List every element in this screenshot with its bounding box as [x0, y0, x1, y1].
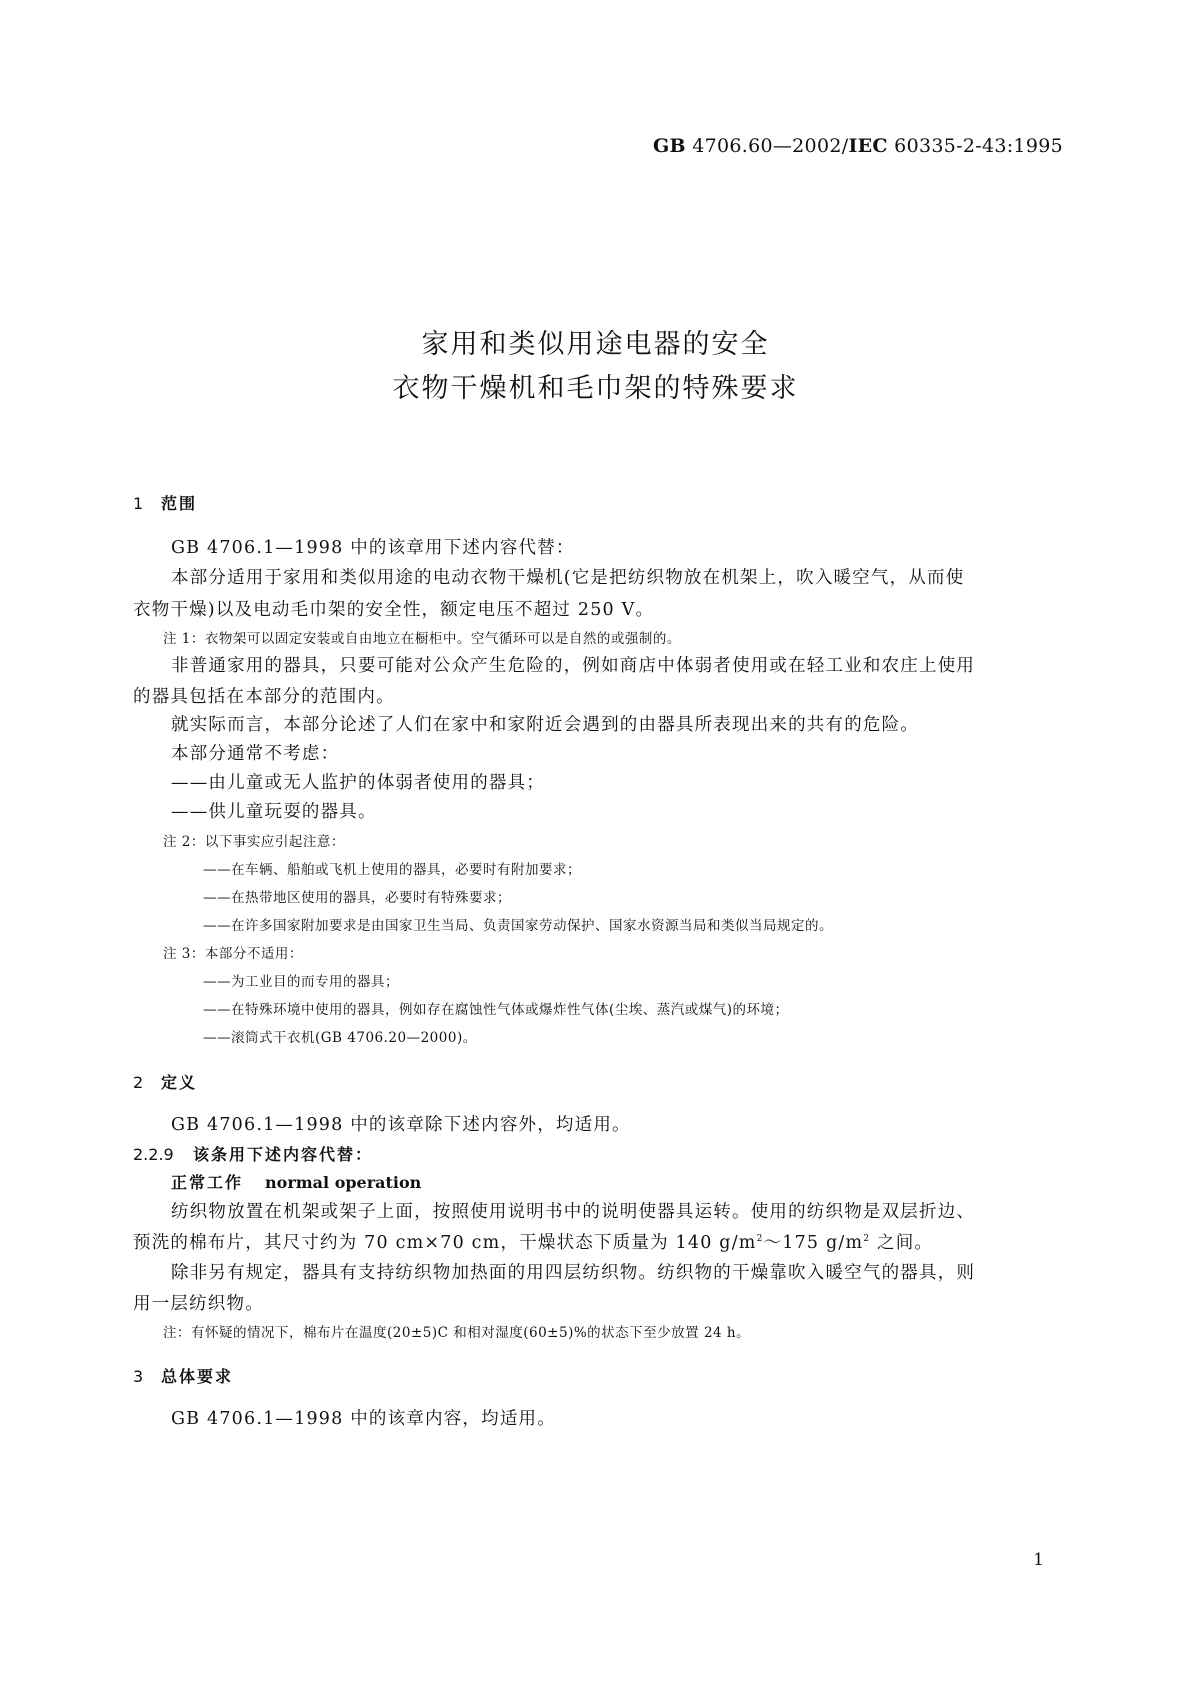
s2-paragraph-3a: 除非另有规定，器具有支持纺织物加热面的用四层纺织物。纺织物的干燥靠吹入暖空气的器具，则	[171, 1263, 976, 1283]
s2-paragraph-2b-part1: 预洗的棉布片，其尺寸约为 70 cm×70 cm，干燥状态下质量为 140 g/m	[133, 1233, 757, 1253]
iec-prefix: IEC	[848, 135, 888, 157]
s1-paragraph-2b: 衣物干燥)以及电动毛巾架的安全性，额定电压不超过 250 V。	[133, 600, 655, 620]
page-number: 1	[1033, 1550, 1044, 1570]
s1-note-2-item-c: ——在许多国家附加要求是由国家卫生当局、负责国家劳动保护、国家水资源当局和类似当局规定的。	[203, 918, 833, 934]
standard-number-header	[653, 135, 1063, 157]
section-2-title: 定义	[161, 1073, 198, 1092]
s2-paragraph-3b: 用一层纺织物。	[133, 1294, 264, 1314]
s2-paragraph-2b	[133, 1229, 933, 1254]
gb-number: 4706.60—2002/	[685, 135, 849, 157]
section-3-title: 总体要求	[161, 1367, 234, 1386]
s1-paragraph-1: GB 4706.1—1998 中的该章用下述内容代替：	[171, 538, 575, 558]
s1-note-2-item-b: ——在热带地区使用的器具，必要时有特殊要求；	[203, 890, 511, 906]
s2-note: 注：有怀疑的情况下，棉布片在温度(20±5)C 和相对湿度(60±5)%的状态下至少放置 24 h。	[163, 1325, 751, 1341]
term-english: normal operation	[265, 1173, 422, 1192]
s2-paragraph-2b-part3: 之间。	[870, 1233, 934, 1253]
section-1-number: 1	[133, 494, 144, 513]
s1-paragraph-3a: 非普通家用的器具，只要可能对公众产生危险的，例如商店中体弱者使用或在轻工业和农庄上使用	[171, 656, 976, 676]
s1-paragraph-3b: 的器具包括在本部分的范围内。	[133, 687, 395, 707]
term-heading	[171, 1170, 421, 1193]
s2-paragraph-1: GB 4706.1—1998 中的该章除下述内容外，均适用。	[171, 1115, 631, 1135]
section-2-number: 2	[133, 1073, 144, 1092]
iec-number: 60335-2-43:1995	[887, 135, 1063, 157]
s1-note-1: 注 1：衣物架可以固定安装或自由地立在橱柜中。空气循环可以是自然的或强制的。	[163, 631, 681, 647]
superscript-2: 2	[863, 1234, 871, 1244]
s1-note-2-item-a: ——在车辆、船舶或飞机上使用的器具，必要时有附加要求；	[203, 862, 581, 878]
section-1-title: 范围	[161, 494, 198, 513]
clause-number: 2.2.9	[133, 1145, 174, 1164]
s1-note-3: 注 3：本部分不适用：	[163, 946, 303, 962]
s1-note-3-item-a: ——为工业目的而专用的器具；	[203, 974, 399, 990]
s1-dash-item-2: ——供儿童玩耍的器具。	[171, 802, 377, 822]
s1-paragraph-5: 本部分通常不考虑：	[171, 744, 340, 764]
section-3-number: 3	[133, 1367, 144, 1386]
s1-note-2: 注 2：以下事实应引起注意：	[163, 834, 345, 850]
s2-paragraph-2b-part2: ～175 g/m	[763, 1233, 864, 1253]
s3-paragraph-1: GB 4706.1—1998 中的该章内容，均适用。	[171, 1409, 556, 1429]
clause-2-2-9-heading	[133, 1142, 373, 1165]
document-title-line2: 衣物干燥机和毛巾架的特殊要求	[392, 373, 799, 404]
s1-note-3-item-b: ——在特殊环境中使用的器具，例如存在腐蚀性气体或爆炸性气体(尘埃、蒸汽或煤气)的环境；	[203, 1002, 789, 1018]
section-2-heading	[133, 1070, 197, 1093]
clause-title: 该条用下述内容代替：	[193, 1145, 374, 1164]
gb-prefix: GB	[652, 135, 686, 157]
s2-paragraph-2a: 纺织物放置在机架或架子上面，按照使用说明书中的说明使器具运转。使用的纺织物是双层折边、	[171, 1202, 976, 1222]
s1-dash-item-1: ——由儿童或无人监护的体弱者使用的器具；	[171, 773, 545, 793]
section-3-heading	[133, 1364, 233, 1387]
s1-paragraph-2a: 本部分适用于家用和类似用途的电动衣物干燥机(它是把纺织物放在机架上，吹入暖空气，从而使	[171, 568, 965, 588]
s1-paragraph-4: 就实际而言，本部分论述了人们在家中和家附近会遇到的由器具所表现出来的共有的危险。	[171, 715, 919, 735]
s1-note-3-item-c: ——滚筒式干衣机(GB 4706.20—2000)。	[203, 1030, 477, 1046]
section-1-heading	[133, 491, 197, 514]
term-chinese: 正常工作	[171, 1173, 244, 1192]
superscript-1: 2	[756, 1234, 764, 1244]
document-title-line1: 家用和类似用途电器的安全	[421, 329, 770, 360]
